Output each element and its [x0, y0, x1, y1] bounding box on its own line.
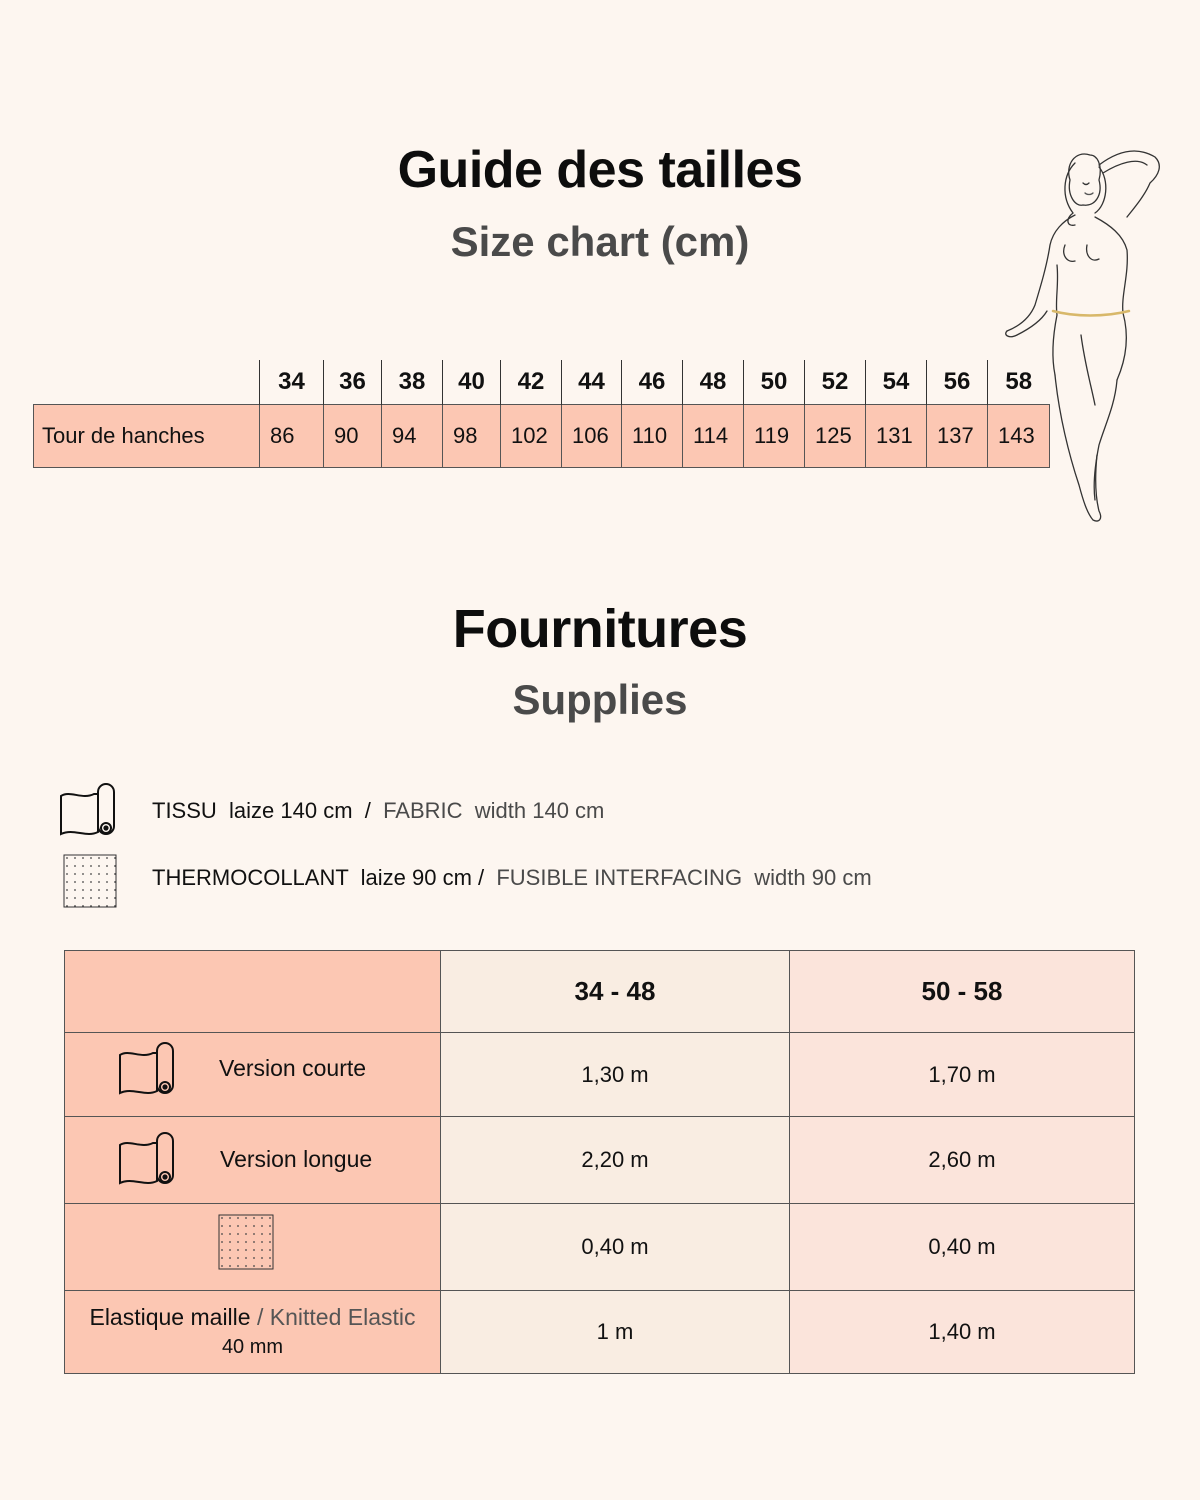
size-header-row [34, 360, 1050, 405]
hip-value-cell: 137 [927, 405, 988, 468]
supply-value-cell: 1 m [441, 1291, 790, 1374]
woman-figure-illustration [995, 135, 1175, 530]
fabric-roll-icon [117, 1131, 179, 1189]
supply-value-cell: 2,20 m [441, 1117, 790, 1204]
supply-value-cell: 0,40 m [790, 1204, 1135, 1291]
size-range-header: 34 - 48 [441, 951, 790, 1033]
supply-value-cell: 1,30 m [441, 1033, 790, 1117]
long-version-label: Version longue [220, 1146, 373, 1172]
hip-value-cell: 98 [443, 405, 501, 468]
hip-value-cell: 94 [382, 405, 443, 468]
table-row [65, 1204, 1135, 1291]
supplies-header-blank [65, 951, 441, 1033]
short-version-label: Version courte [219, 1055, 367, 1081]
size-chart-table [33, 360, 1050, 468]
hip-value-cell: 131 [866, 405, 927, 468]
fabric-supply-line [152, 798, 604, 824]
supplies-table [64, 950, 1135, 1374]
size-header-cell: 56 [927, 360, 988, 405]
long-version-head [65, 1117, 441, 1204]
size-header-cell: 42 [501, 360, 562, 405]
size-header-cell: 36 [324, 360, 382, 405]
hip-value-cell: 106 [562, 405, 622, 468]
supply-value-cell: 1,70 m [790, 1033, 1135, 1117]
fabric-roll-icon [117, 1041, 179, 1099]
hip-value-cell: 102 [501, 405, 562, 468]
size-header-cell: 46 [622, 360, 683, 405]
size-header-cell: 52 [805, 360, 866, 405]
hip-value-cell: 125 [805, 405, 866, 468]
size-header-cell: 38 [382, 360, 443, 405]
size-header-cell: 50 [744, 360, 805, 405]
hip-measure-label: Tour de hanches [34, 405, 260, 468]
size-header-cell: 58 [988, 360, 1050, 405]
interfacing-dots-icon [63, 854, 117, 908]
supply-value-cell: 2,60 m [790, 1117, 1135, 1204]
size-header-cell: 54 [866, 360, 927, 405]
size-range-header: 50 - 58 [790, 951, 1135, 1033]
hip-value-cell: 143 [988, 405, 1050, 468]
page-title: Guide des tailles [397, 141, 803, 199]
elastic-label-fr: Elastique maille [89, 1304, 251, 1330]
table-row [65, 1117, 1135, 1204]
table-row [65, 1033, 1135, 1117]
size-header-blank [34, 360, 260, 405]
interfacing-fr-text: THERMOCOLLANT laize 90 cm / [152, 865, 491, 890]
elastic-width-label: 40 mm [221, 1336, 284, 1358]
supplies-subtitle: Supplies [512, 676, 688, 723]
short-version-head [65, 1033, 441, 1117]
fabric-en-text: FABRIC width 140 cm [383, 798, 605, 823]
size-header-cell: 34 [260, 360, 324, 405]
page-subtitle: Size chart (cm) [450, 218, 750, 265]
hip-value-cell: 86 [260, 405, 324, 468]
hip-measure-row [34, 405, 1050, 468]
supply-value-cell: 0,40 m [441, 1204, 790, 1291]
table-row [65, 1291, 1135, 1374]
supplies-title: Fournitures [452, 599, 748, 659]
interfacing-head [65, 1204, 441, 1291]
hip-value-cell: 119 [744, 405, 805, 468]
size-header-cell: 44 [562, 360, 622, 405]
fabric-roll-icon [58, 782, 120, 840]
hip-value-cell: 114 [683, 405, 744, 468]
elastic-head [65, 1291, 441, 1374]
interfacing-supply-line [152, 865, 872, 891]
interfacing-en-text: FUSIBLE INTERFACING width 90 cm [490, 865, 872, 890]
interfacing-dots-icon [218, 1214, 274, 1270]
supplies-header-row [65, 951, 1135, 1033]
supply-value-cell: 1,40 m [790, 1291, 1135, 1374]
size-header-cell: 48 [683, 360, 744, 405]
hip-value-cell: 110 [622, 405, 683, 468]
fabric-fr-text: TISSU laize 140 cm / [152, 798, 384, 823]
elastic-label-en: / Knitted Elastic [250, 1304, 416, 1330]
hip-value-cell: 90 [324, 405, 382, 468]
size-header-cell: 40 [443, 360, 501, 405]
